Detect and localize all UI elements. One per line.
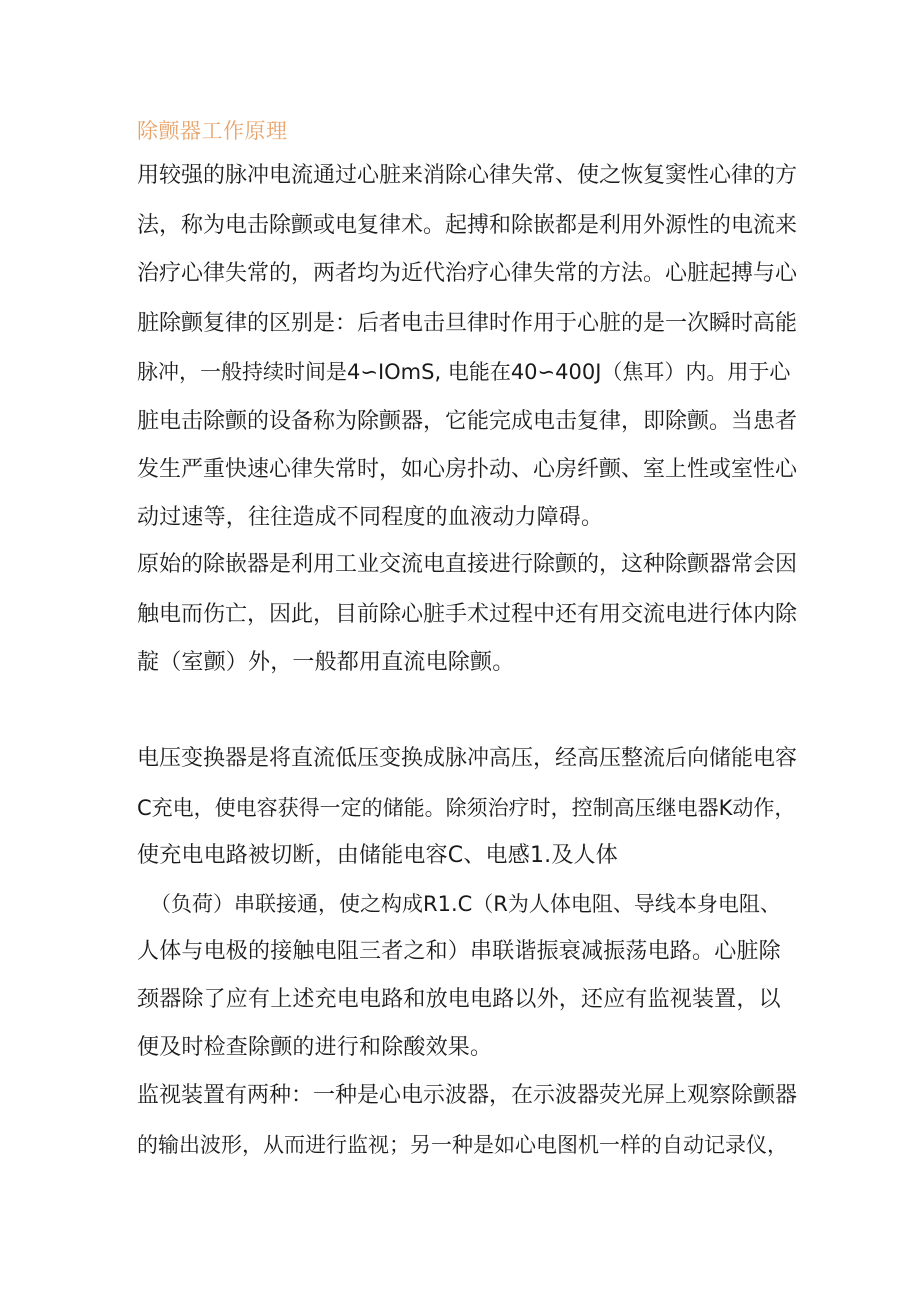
paragraph-line: 用较强的脉冲电流通过心脏来消除心律失常、使之恢复窦性心律的方	[137, 163, 798, 188]
paragraph-line: 的输出波形，从而进行监视；另一种是如心电图机一样的自动记录仪，	[137, 1133, 788, 1157]
paragraph-line: 原始的除嵌器是利用工业交流电直接进行除颤的，这种除颤器常会因	[137, 552, 798, 577]
paragraph-line: 治疗心律失常的，两者均为近代治疗心律失常的方法。心脏起搏与心	[137, 261, 798, 286]
paragraph-line: 便及时检查除颤的进行和除酸效果。	[137, 1035, 493, 1060]
paragraph-line: 法，称为电击除颤或电复律术。起搏和除嵌都是利用外源性的电流来	[137, 213, 798, 238]
paragraph-line: 靛（室颤）外，一般都用直流电除颤。	[137, 650, 515, 675]
paragraph-line: 动过速等，往往造成不同程度的血液动力障碍。	[137, 505, 604, 530]
paragraph-line: C充电，使电容获得一定的储能。除须治疗时，控制高压继电器K动作，	[137, 796, 796, 820]
document-title: 除颤器工作原理	[137, 119, 288, 143]
paragraph-line: （负荷）串联接通，使之构成R1.C（R为人体电阻、导线本身电阻、	[150, 892, 781, 916]
paragraph-line: 监视装置有两种：一种是心电示波器，在示波器荧光屏上观察除颤器	[137, 1083, 798, 1108]
paragraph-line: 触电而伤亡，因此，目前除心脏手术过程中还有用交流电进行体内除	[137, 602, 798, 627]
paragraph-line: 脏电击除颤的设备称为除颤器，它能完成电击复律，即除颤。当患者	[137, 409, 798, 434]
paragraph-line: 脉冲，一般持续时间是4∽IOmS, 电能在40∽400J（焦耳）内。用于心	[137, 360, 791, 384]
paragraph-line: 发生严重快速心律失常时，如心房扑动、心房纤颤、室上性或室性心	[137, 457, 798, 482]
paragraph-line: 脏除颤复律的区别是：后者电击旦律时作用于心脏的是一次瞬时高能	[137, 311, 798, 336]
paragraph-line: 使充电电路被切断，由储能电容C、电感1.及人体	[137, 843, 618, 868]
paragraph-line: 电压变换器是将直流低压变换成脉冲高压，经高压整流后向储能电容	[137, 746, 798, 771]
paragraph-line: 颈器除了应有上述充电电路和放电电路以外，还应有监视装置，以	[137, 987, 781, 1012]
paragraph-line: 人体与电极的接触电阻三者之和）串联谐振衰减振荡电路。心脏除	[137, 939, 781, 964]
